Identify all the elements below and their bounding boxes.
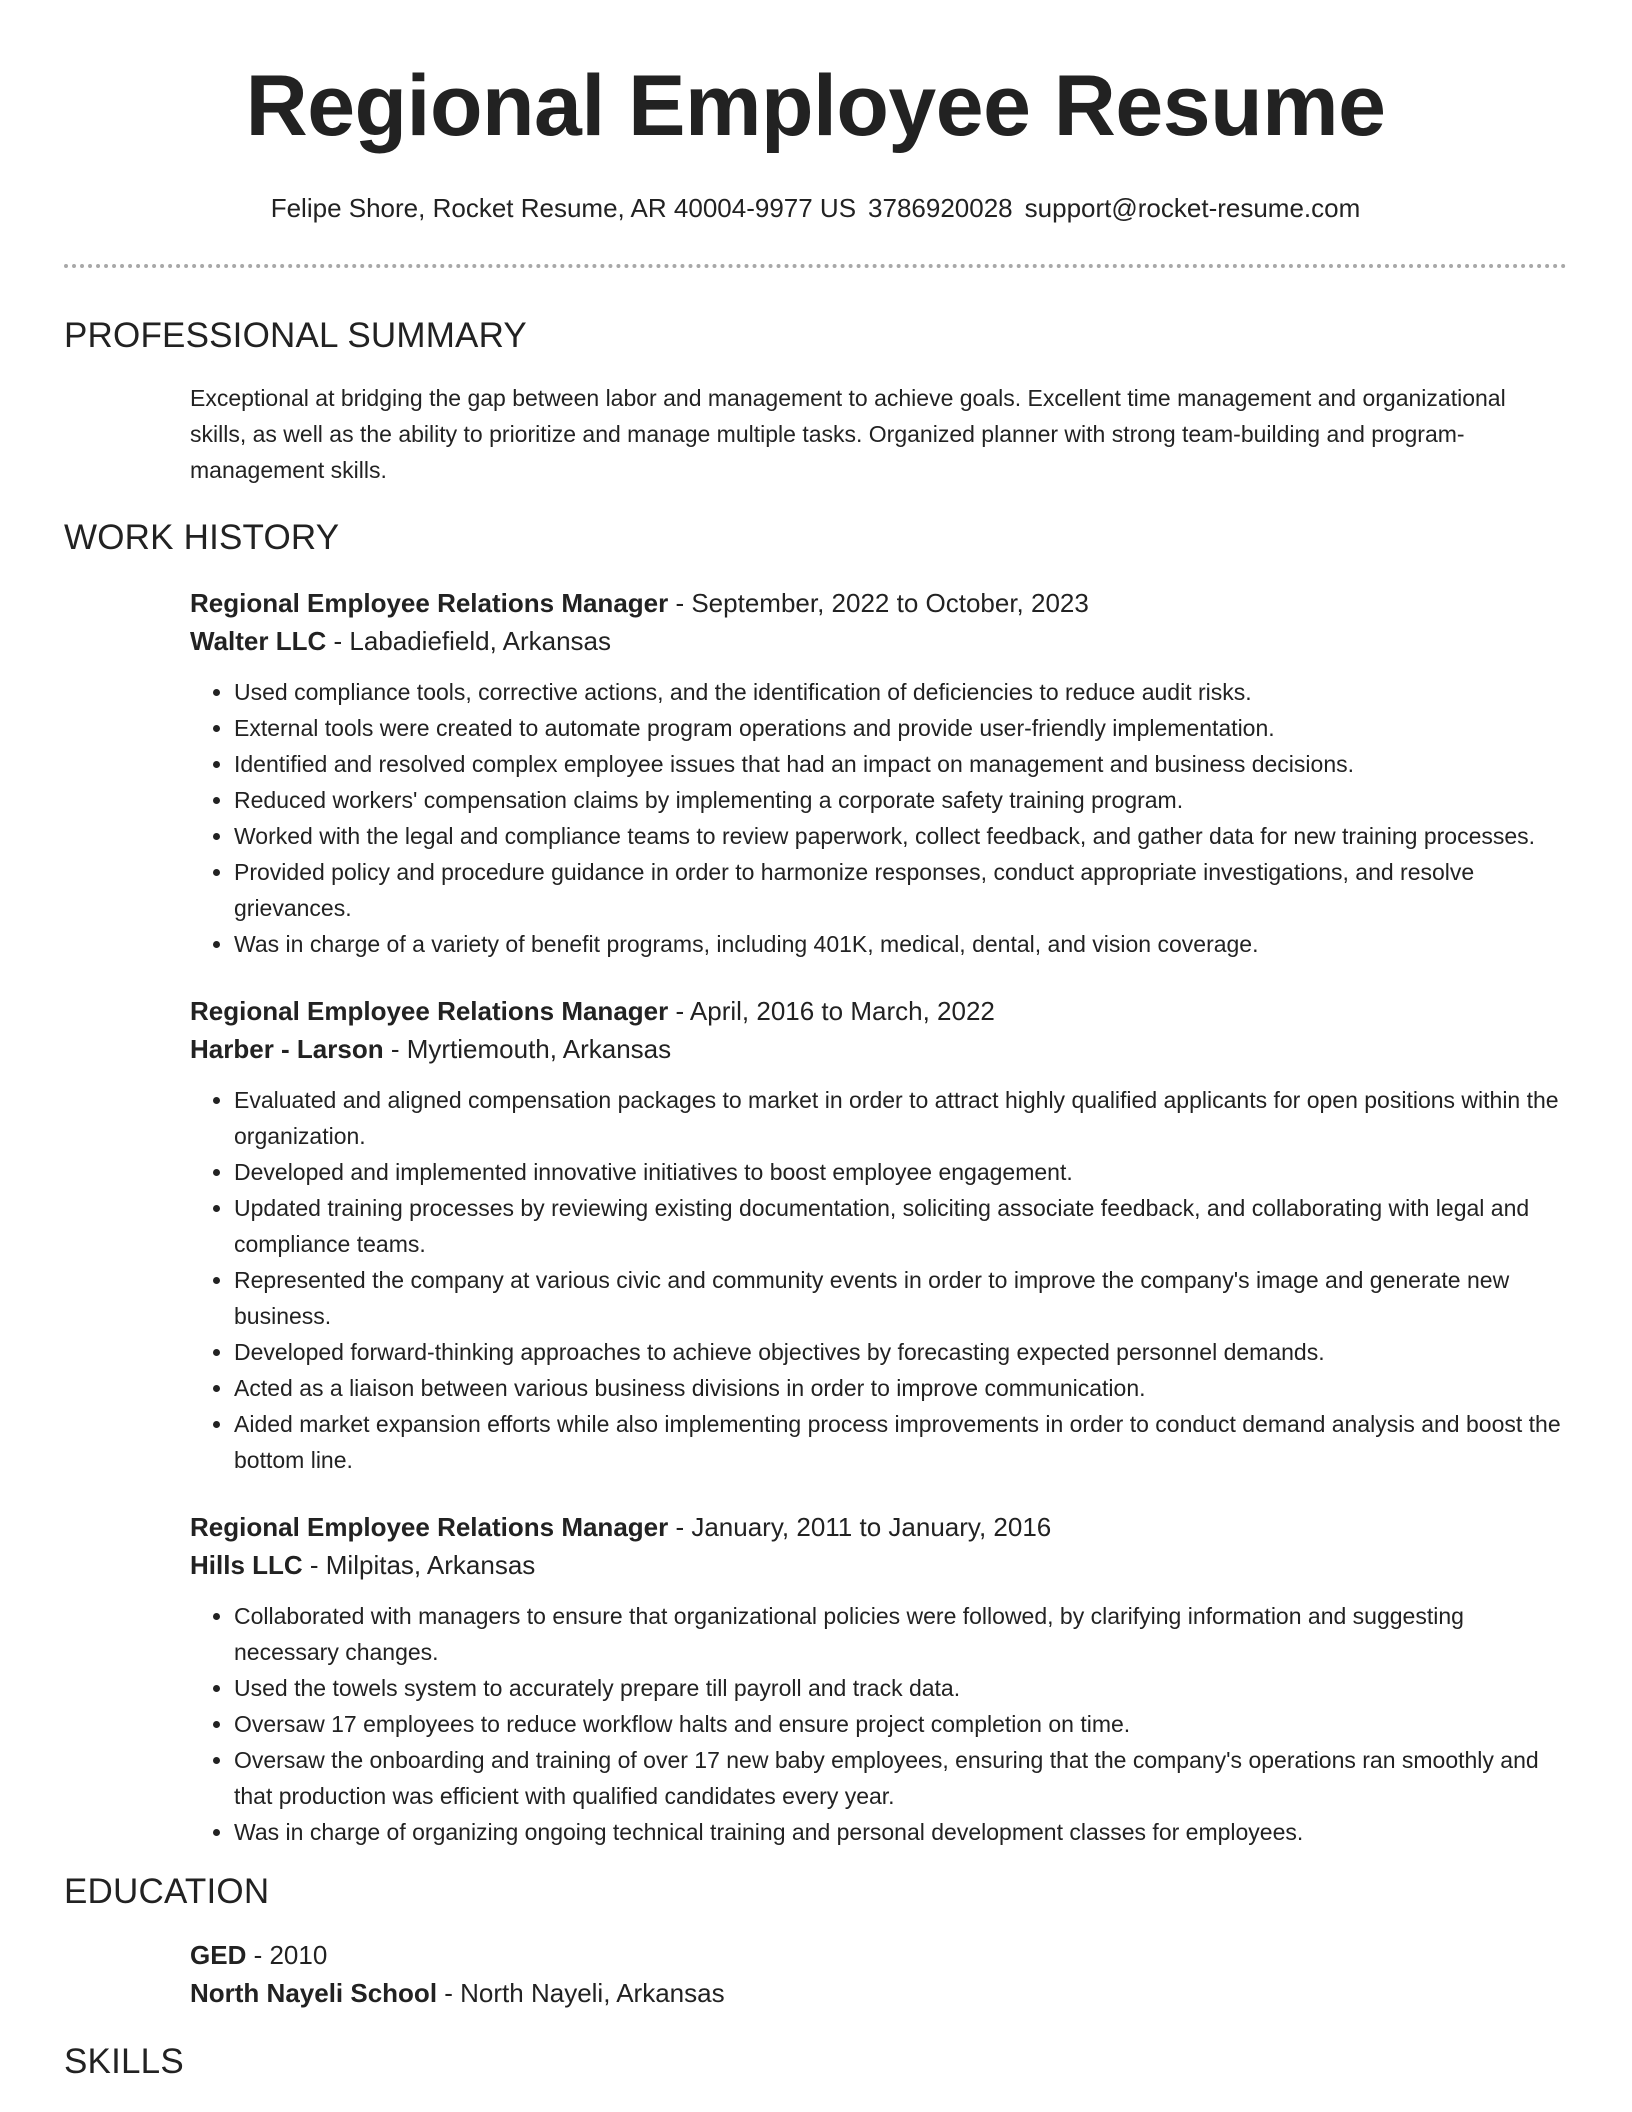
job-bullet: • Oversaw 17 employees to reduce workflow halts and ensure project completion on time. — [234, 1706, 1567, 1742]
skills-heading: SKILLS — [64, 2042, 184, 2081]
contact-phone: 3786920028 — [868, 193, 1013, 223]
job-entry — [190, 1508, 1567, 1850]
job-entry — [190, 584, 1567, 962]
contact-line — [64, 192, 1567, 224]
job-company-line — [190, 1546, 1567, 1584]
education-degree: GED — [190, 1940, 247, 1970]
job-company-line — [190, 622, 1567, 660]
job-bullets — [190, 1598, 1567, 1850]
job-bullet: • External tools were created to automate program operations and provide user-friendly implementation. — [234, 710, 1567, 746]
job-title: Regional Employee Relations Manager — [190, 588, 669, 618]
job-company: Walter LLC — [190, 626, 327, 656]
job-title: Regional Employee Relations Manager — [190, 1512, 669, 1542]
education-location: - North Nayeli, Arkansas — [437, 1978, 725, 2008]
job-bullet: • Was in charge of organizing ongoing technical training and personal development classes for employees. — [234, 1814, 1567, 1850]
job-location: - Labadiefield, Arkansas — [326, 626, 611, 656]
job-bullet: • Identified and resolved complex employee issues that had an impact on management and business decisions. — [234, 746, 1567, 782]
job-bullet: • Reduced workers' compensation claims by implementing a corporate safety training program. — [234, 782, 1567, 818]
job-bullet: • Used compliance tools, corrective actions, and the identification of deficiencies to reduce audit risks. — [234, 674, 1567, 710]
job-bullet: • Was in charge of a variety of benefit programs, including 401K, medical, dental, and vision coverage. — [234, 926, 1567, 962]
job-company: Hills LLC — [190, 1550, 303, 1580]
job-bullets — [190, 1082, 1567, 1478]
job-location: - Myrtiemouth, Arkansas — [383, 1034, 672, 1064]
job-bullet: • Evaluated and aligned compensation packages to market in order to attract highly qualified applicants for open positions within the organization. — [234, 1082, 1567, 1154]
summary-text: Exceptional at bridging the gap between labor and management to achieve goals. Excellent time management and organizational skills, as well as the ability to prioritize and manage multiple tasks. Organized planner with strong team-building and program-management skills. — [190, 385, 1506, 483]
job-bullet: • Updated training processes by reviewing existing documentation, soliciting associate feedback, and collaborating with legal and compliance teams. — [234, 1190, 1567, 1262]
education-degree-line — [190, 1936, 1567, 1974]
education-school-line — [190, 1974, 1567, 2012]
job-title-line — [190, 584, 1567, 622]
contact-email: support@rocket-resume.com — [1024, 193, 1361, 223]
job-bullet: • Worked with the legal and compliance teams to review paperwork, collect feedback, and gather data for new training processes. — [234, 818, 1567, 854]
work-history-heading: WORK HISTORY — [64, 518, 340, 557]
job-bullet: • Aided market expansion efforts while also implementing process improvements in order to conduct demand analysis and boost the bottom line. — [234, 1406, 1567, 1478]
job-company: Harber - Larson — [190, 1034, 384, 1064]
job-entry — [190, 992, 1567, 1478]
job-title-line — [190, 992, 1567, 1030]
job-title: Regional Employee Relations Manager — [190, 996, 669, 1026]
resume-title: Regional Employee Resume — [245, 58, 1386, 154]
education-entry — [190, 1936, 1567, 2012]
job-dates: - January, 2011 to January, 2016 — [668, 1512, 1052, 1542]
job-bullets — [190, 674, 1567, 962]
header-divider — [64, 264, 1567, 268]
education-heading: EDUCATION — [64, 1872, 270, 1911]
job-bullet: • Represented the company at various civic and community events in order to improve the company's image and generate new business. — [234, 1262, 1567, 1334]
education-school: North Nayeli School — [190, 1978, 438, 2008]
education-year: - 2010 — [246, 1940, 328, 1970]
job-dates: - April, 2016 to March, 2022 — [668, 996, 995, 1026]
job-bullet: • Acted as a liaison between various business divisions in order to improve communication. — [234, 1370, 1567, 1406]
job-dates: - September, 2022 to October, 2023 — [668, 588, 1089, 618]
job-bullet: • Oversaw the onboarding and training of over 17 new baby employees, ensuring that the company's operations ran smoothly and that production was efficient with qualified candidates every year. — [234, 1742, 1567, 1814]
job-bullet: • Used the towels system to accurately prepare till payroll and track data. — [234, 1670, 1567, 1706]
job-bullet: • Developed and implemented innovative initiatives to boost employee engagement. — [234, 1154, 1567, 1190]
job-bullet: • Developed forward-thinking approaches to achieve objectives by forecasting expected personnel demands. — [234, 1334, 1567, 1370]
job-company-line — [190, 1030, 1567, 1068]
summary-heading: PROFESSIONAL SUMMARY — [64, 316, 527, 355]
job-bullet: • Provided policy and procedure guidance in order to harmonize responses, conduct appropriate investigations, and resolve grievances. — [234, 854, 1567, 926]
contact-address: Felipe Shore, Rocket Resume, AR 40004-9977 US — [270, 193, 857, 223]
job-location: - Milpitas, Arkansas — [302, 1550, 536, 1580]
job-bullet: • Collaborated with managers to ensure that organizational policies were followed, by clarifying information and suggesting necessary changes. — [234, 1598, 1567, 1670]
job-title-line — [190, 1508, 1567, 1546]
